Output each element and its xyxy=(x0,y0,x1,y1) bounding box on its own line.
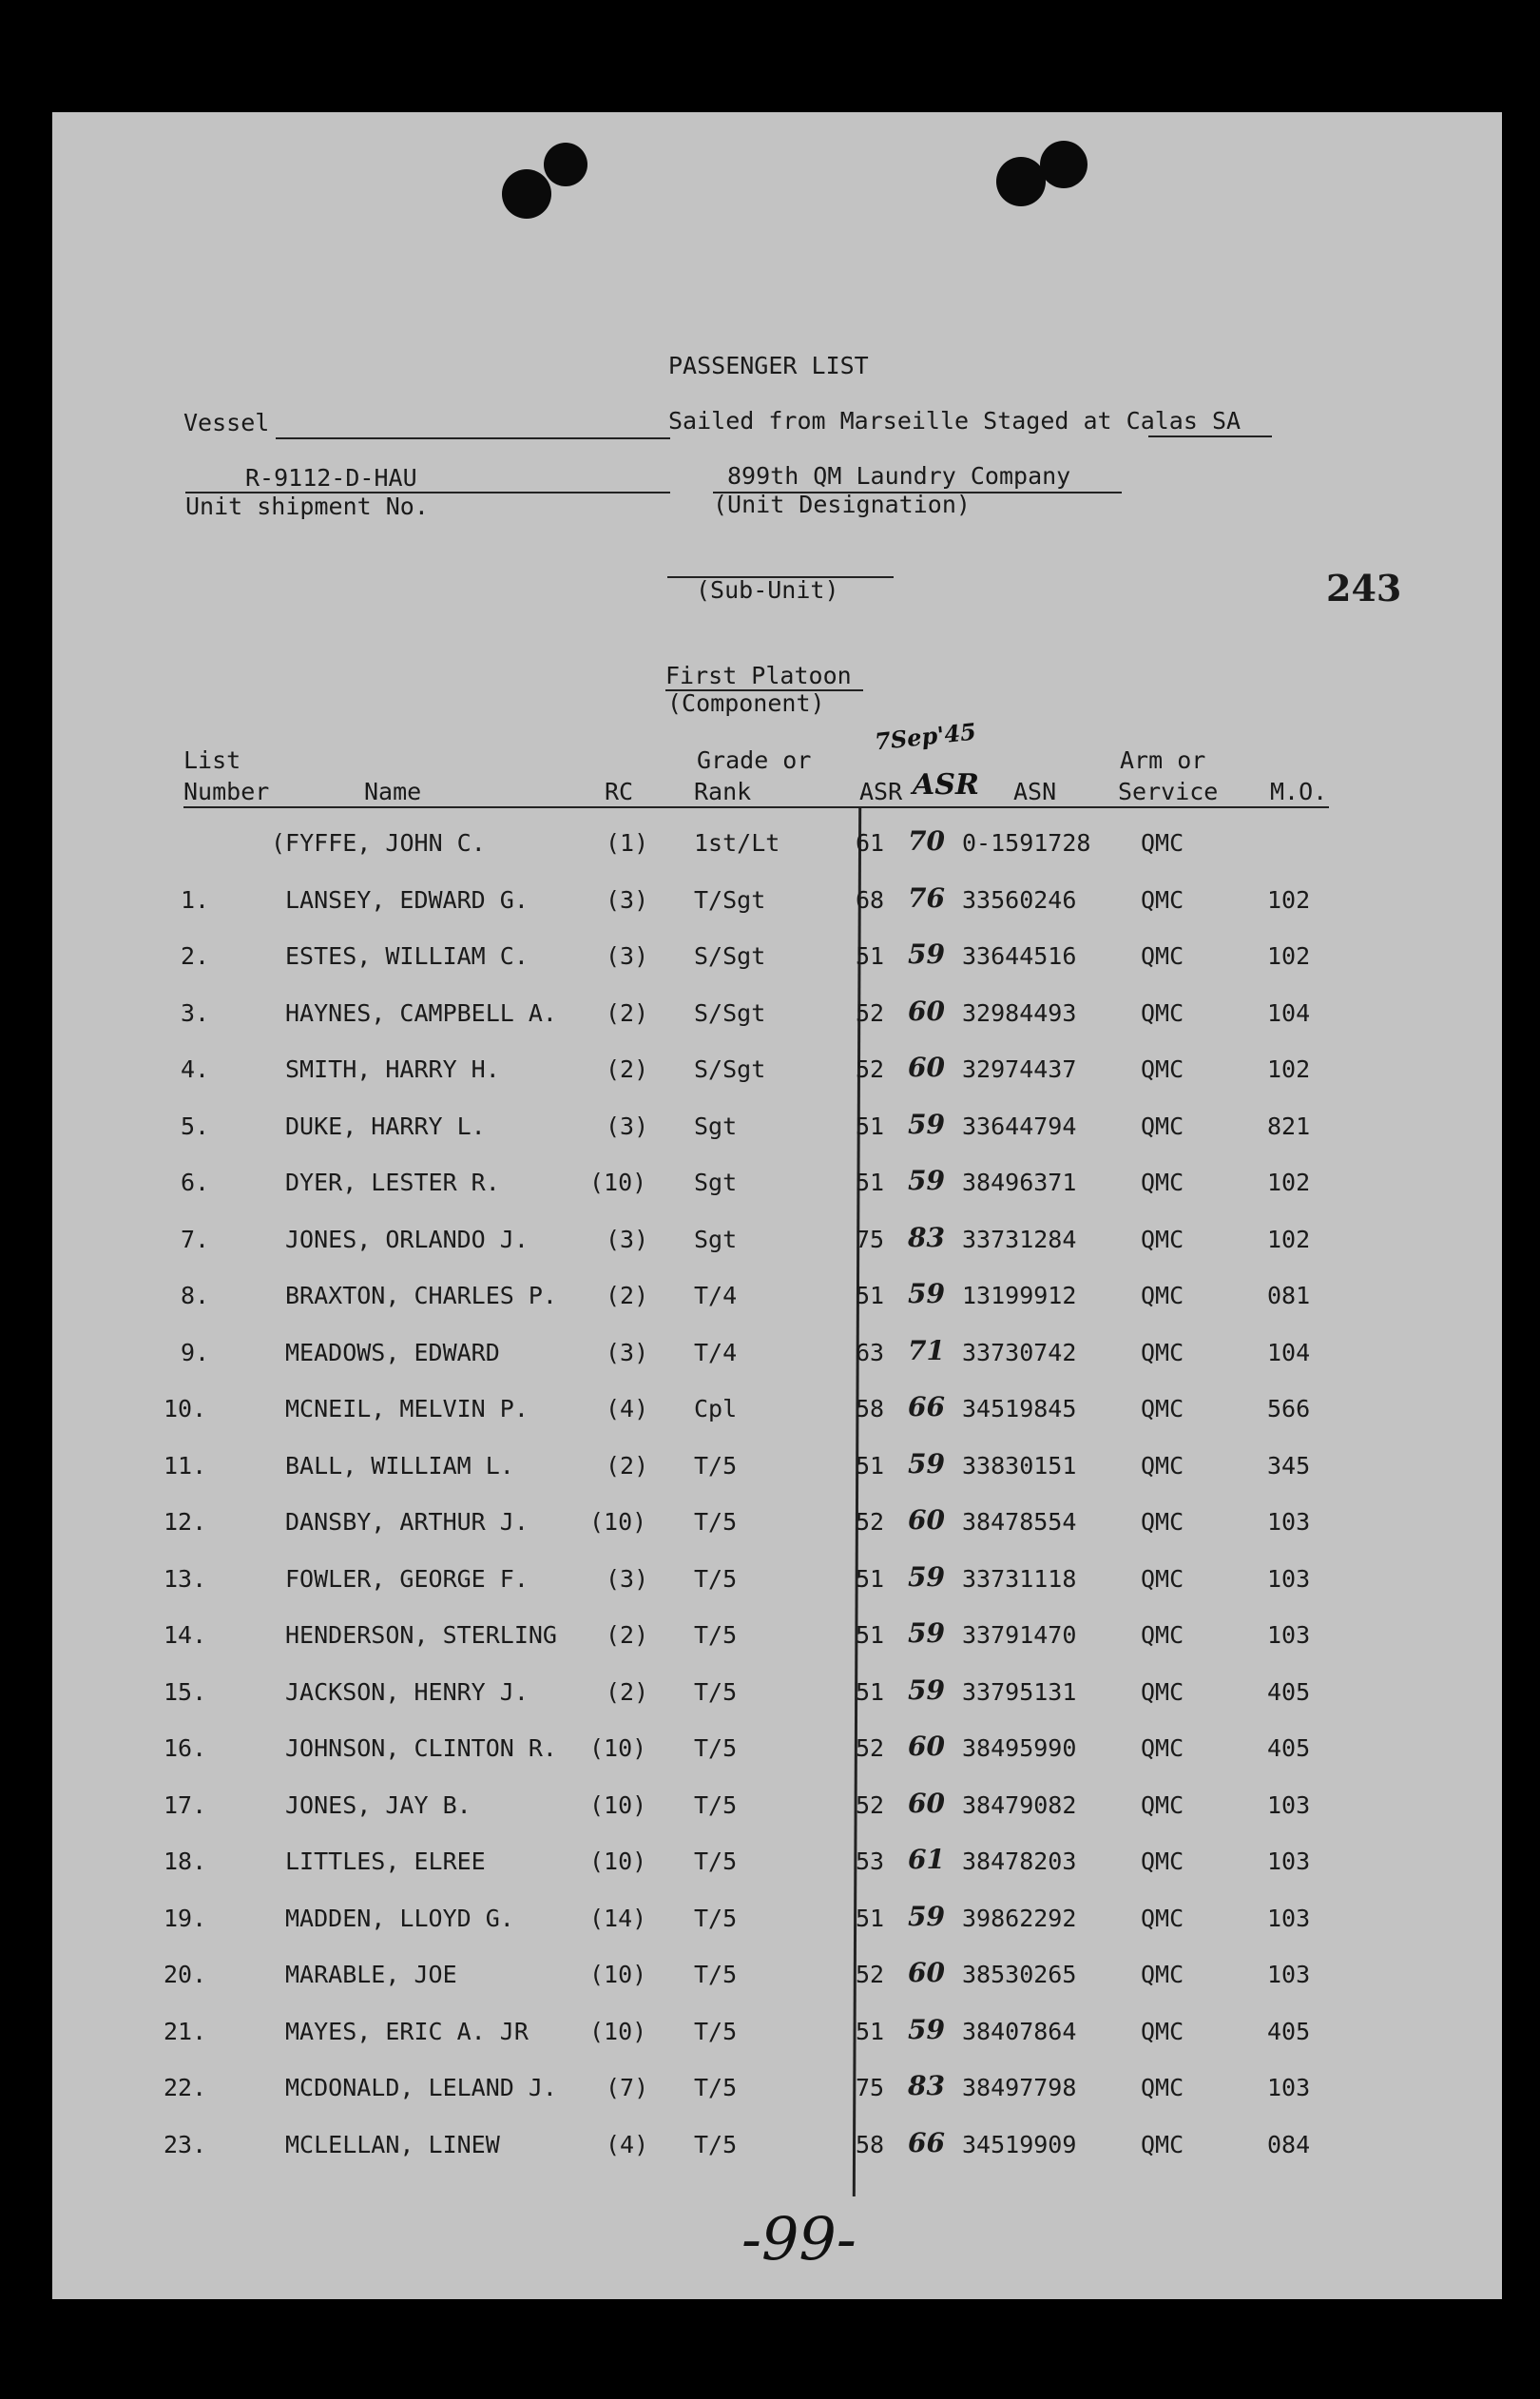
rc-code: (4) xyxy=(606,1395,649,1422)
passenger-name: HAYNES, CAMPBELL A. xyxy=(285,998,557,1027)
arm-service: QMC xyxy=(1141,2130,1184,2158)
asr-typed: 51 xyxy=(856,1904,885,1932)
asr-typed: 51 xyxy=(856,1282,885,1309)
table-row xyxy=(0,1334,1540,1377)
passenger-name: MADDEN, LLOYD G. xyxy=(285,1904,514,1932)
table-row xyxy=(0,1278,1540,1320)
list-number: 14. xyxy=(164,1621,207,1649)
rc-code: (1) xyxy=(606,829,649,857)
table-row xyxy=(0,1221,1540,1264)
asn: 38407864 xyxy=(962,2017,1077,2045)
asr-typed: 58 xyxy=(856,2130,885,2158)
mo-code: 084 xyxy=(1267,2130,1311,2158)
rc-code: (10) xyxy=(589,1734,647,1762)
grade-rank: S/Sgt xyxy=(694,942,766,970)
asn: 38478554 xyxy=(962,1508,1077,1536)
table-row xyxy=(0,1560,1540,1603)
table-row xyxy=(0,1165,1540,1207)
arm-service: QMC xyxy=(1141,829,1184,857)
arm-service: QMC xyxy=(1141,2074,1184,2101)
mo-code: 102 xyxy=(1267,1225,1311,1253)
passenger-name: DANSBY, ARTHUR J. xyxy=(285,1508,529,1536)
arm-service: QMC xyxy=(1141,1055,1184,1083)
grade-rank: Sgt xyxy=(694,1169,738,1196)
arm-service: QMC xyxy=(1141,942,1184,970)
passenger-name: BRAXTON, CHARLES P. xyxy=(285,1282,557,1309)
rc-code: (7) xyxy=(606,2074,649,2101)
asn: 33791470 xyxy=(962,1621,1077,1649)
table-row xyxy=(0,1617,1540,1659)
grade-rank: T/Sgt xyxy=(694,885,766,914)
grade-rank: T/5 xyxy=(694,1961,738,1988)
punch-hole-left xyxy=(544,143,587,186)
grade-rank: T/5 xyxy=(694,1848,738,1875)
handwritten-page-number: -99- xyxy=(741,2204,857,2273)
grade-rank: T/5 xyxy=(694,1508,738,1536)
list-number: 8. xyxy=(181,1282,210,1309)
asr-typed: 52 xyxy=(856,1734,885,1762)
col-arm: Arm or xyxy=(1120,746,1206,774)
table-row xyxy=(0,1504,1540,1546)
grade-rank: T/5 xyxy=(694,1677,738,1706)
passenger-name: MARABLE, JOE xyxy=(285,1961,457,1988)
list-number: 19. xyxy=(164,1904,207,1932)
asn: 33731118 xyxy=(962,1564,1077,1593)
grade-rank: Sgt xyxy=(694,1225,738,1253)
rc-code: (10) xyxy=(589,1790,647,1819)
asr-handwritten: 60 xyxy=(908,1957,945,1988)
mo-code: 104 xyxy=(1267,998,1311,1027)
passenger-name: JONES, ORLANDO J. xyxy=(285,1225,529,1253)
table-row xyxy=(0,1108,1540,1151)
rc-code: (3) xyxy=(606,942,649,970)
asn: 33830151 xyxy=(962,1451,1077,1480)
asr-typed: 51 xyxy=(856,2017,885,2045)
mo-code: 566 xyxy=(1267,1395,1311,1422)
asr-handwritten: 83 xyxy=(908,2070,945,2101)
col-rank: Rank xyxy=(694,778,752,805)
sailed-underline xyxy=(1148,435,1272,437)
arm-service: QMC xyxy=(1141,1338,1184,1366)
asr-typed: 51 xyxy=(856,1677,885,1706)
col-asr-handwritten: ASR xyxy=(913,768,979,802)
table-row xyxy=(0,1844,1540,1886)
asn: 33795131 xyxy=(962,1677,1077,1706)
unit-designation: 899th QM Laundry Company xyxy=(727,462,1071,490)
arm-service: QMC xyxy=(1141,2017,1184,2045)
arm-service: QMC xyxy=(1141,1395,1184,1422)
asr-typed: 63 xyxy=(856,1338,885,1366)
list-number: 21. xyxy=(164,2017,207,2045)
passenger-name: HENDERSON, STERLING xyxy=(285,1621,557,1649)
punch-hole-right xyxy=(996,157,1046,206)
asr-typed: 51 xyxy=(856,1451,885,1480)
mo-code: 104 xyxy=(1267,1338,1311,1366)
vessel-label: Vessel xyxy=(183,409,270,436)
grade-rank: T/5 xyxy=(694,1734,738,1762)
list-number: 20. xyxy=(164,1961,207,1988)
arm-service: QMC xyxy=(1141,1734,1184,1762)
asr-typed: 61 xyxy=(856,829,885,857)
asr-handwritten: 59 xyxy=(908,1165,945,1196)
asr-typed: 51 xyxy=(856,1564,885,1593)
list-number: 3. xyxy=(181,998,210,1027)
punch-hole-left xyxy=(502,169,551,219)
asr-handwritten: 61 xyxy=(908,1844,945,1875)
asr-handwritten: 59 xyxy=(908,1108,945,1140)
header-rule xyxy=(183,806,1329,808)
list-number: 23. xyxy=(164,2130,207,2158)
passenger-name: MCNEIL, MELVIN P. xyxy=(285,1395,529,1422)
mo-code: 103 xyxy=(1267,1564,1311,1593)
list-number: 22. xyxy=(164,2074,207,2101)
asr-typed: 51 xyxy=(856,1169,885,1196)
asr-typed: 52 xyxy=(856,1961,885,1988)
asr-typed: 51 xyxy=(856,942,885,970)
mo-code: 103 xyxy=(1267,2074,1311,2101)
grade-rank: T/5 xyxy=(694,2130,738,2158)
asr-handwritten: 59 xyxy=(908,2013,945,2045)
asr-handwritten: 66 xyxy=(908,1391,945,1422)
rc-code: (3) xyxy=(606,1112,649,1140)
passenger-name: MCLELLAN, LINEW xyxy=(285,2130,500,2158)
arm-service: QMC xyxy=(1141,998,1184,1027)
grade-rank: T/5 xyxy=(694,2074,738,2101)
mo-code: 081 xyxy=(1267,1282,1311,1309)
table-row xyxy=(0,825,1540,867)
table-row xyxy=(0,2070,1540,2112)
arm-service: QMC xyxy=(1141,1225,1184,1253)
list-number: 16. xyxy=(164,1734,207,1762)
component-name: First Platoon xyxy=(665,662,852,689)
asn: 33644516 xyxy=(962,942,1077,970)
asn: 38478203 xyxy=(962,1848,1077,1875)
col-rc: RC xyxy=(605,778,634,805)
grade-rank: S/Sgt xyxy=(694,1055,766,1083)
arm-service: QMC xyxy=(1141,1961,1184,1988)
asr-typed: 51 xyxy=(856,1621,885,1649)
list-number: 2. xyxy=(181,942,210,970)
grade-rank: 1st/Lt xyxy=(694,829,780,857)
passenger-name: DYER, LESTER R. xyxy=(285,1169,500,1196)
grade-rank: T/5 xyxy=(694,1790,738,1819)
col-asn: ASN xyxy=(1013,778,1057,805)
arm-service: QMC xyxy=(1141,1848,1184,1875)
asr-handwritten: 83 xyxy=(908,1221,945,1253)
rc-code: (3) xyxy=(606,1564,649,1593)
mo-code: 103 xyxy=(1267,1904,1311,1932)
passenger-name: MEADOWS, EDWARD xyxy=(285,1338,500,1366)
list-number: 15. xyxy=(164,1677,207,1706)
passenger-name: FOWLER, GEORGE F. xyxy=(285,1564,529,1593)
passenger-name: ESTES, WILLIAM C. xyxy=(285,942,529,970)
mo-code: 821 xyxy=(1267,1112,1311,1140)
mo-code: 103 xyxy=(1267,1790,1311,1819)
col-asr: ASR xyxy=(859,778,903,805)
arm-service: QMC xyxy=(1141,1112,1184,1140)
rc-code: (3) xyxy=(606,885,649,914)
table-row xyxy=(0,1900,1540,1943)
shipment-label: Unit shipment No. xyxy=(185,493,429,520)
rc-code: (3) xyxy=(606,1338,649,1366)
passenger-name: (FYFFE, JOHN C. xyxy=(271,829,486,857)
mo-code: 103 xyxy=(1267,1508,1311,1536)
grade-rank: T/5 xyxy=(694,2017,738,2045)
rc-code: (10) xyxy=(589,1169,647,1196)
list-number: 13. xyxy=(164,1564,207,1593)
passenger-name: JOHNSON, CLINTON R. xyxy=(285,1734,557,1762)
table-row xyxy=(0,1787,1540,1829)
arm-service: QMC xyxy=(1141,1677,1184,1706)
punch-hole-right xyxy=(1040,141,1088,188)
mo-code: 102 xyxy=(1267,942,1311,970)
list-number: 17. xyxy=(164,1790,207,1819)
vessel-underline xyxy=(276,437,670,439)
col-name: Name xyxy=(364,778,422,805)
asr-handwritten: 66 xyxy=(908,2126,945,2158)
handwritten-date: 7Sep'45 xyxy=(873,717,978,756)
passenger-name: JACKSON, HENRY J. xyxy=(285,1677,529,1706)
list-number: 6. xyxy=(181,1169,210,1196)
col-grade: Grade or xyxy=(697,746,812,774)
arm-service: QMC xyxy=(1141,1621,1184,1649)
mo-code: 102 xyxy=(1267,1055,1311,1083)
arm-service: QMC xyxy=(1141,1508,1184,1536)
asr-typed: 52 xyxy=(856,998,885,1027)
asn: 33644794 xyxy=(962,1112,1077,1140)
asn: 38497798 xyxy=(962,2074,1077,2101)
table-row xyxy=(0,881,1540,924)
arm-service: QMC xyxy=(1141,1282,1184,1309)
asr-typed: 58 xyxy=(856,1395,885,1422)
rc-code: (2) xyxy=(606,1055,649,1083)
table-row xyxy=(0,1673,1540,1716)
grade-rank: Sgt xyxy=(694,1112,738,1140)
asr-handwritten: 60 xyxy=(908,995,945,1027)
asr-handwritten: 59 xyxy=(908,1278,945,1309)
rc-code: (2) xyxy=(606,1451,649,1480)
asn: 32974437 xyxy=(962,1055,1077,1083)
table-row xyxy=(0,1957,1540,1999)
list-number: 12. xyxy=(164,1508,207,1536)
grade-rank: T/5 xyxy=(694,1621,738,1649)
asr-handwritten: 60 xyxy=(908,1787,945,1819)
shipment-number: R-9112-D-HAU xyxy=(245,464,417,492)
list-number: 4. xyxy=(181,1055,210,1083)
page-number: 243 xyxy=(1326,567,1402,609)
table-row xyxy=(0,1731,1540,1772)
table-row xyxy=(0,1447,1540,1490)
grade-rank: T/4 xyxy=(694,1338,738,1366)
mo-code: 102 xyxy=(1267,885,1311,914)
asr-handwritten: 59 xyxy=(908,1673,945,1706)
asr-handwritten: 60 xyxy=(908,1731,945,1762)
asr-typed: 53 xyxy=(856,1848,885,1875)
grade-rank: T/5 xyxy=(694,1904,738,1932)
asn: 0-1591728 xyxy=(962,829,1091,857)
asr-typed: 75 xyxy=(856,1225,885,1253)
col-mo: M.O. xyxy=(1270,778,1328,805)
arm-service: QMC xyxy=(1141,1790,1184,1819)
rc-code: (4) xyxy=(606,2130,649,2158)
mo-code: 103 xyxy=(1267,1621,1311,1649)
passenger-name: LITTLES, ELREE xyxy=(285,1848,486,1875)
asn: 33560246 xyxy=(962,885,1077,914)
asr-handwritten: 59 xyxy=(908,1447,945,1480)
mo-code: 103 xyxy=(1267,1848,1311,1875)
document-title: PASSENGER LIST xyxy=(668,352,869,379)
asr-handwritten: 76 xyxy=(908,881,945,914)
rc-code: (10) xyxy=(589,2017,647,2045)
rc-code: (10) xyxy=(589,1848,647,1875)
list-number: 1. xyxy=(181,885,210,914)
col-number: Number xyxy=(183,778,270,805)
list-number: 7. xyxy=(181,1225,210,1253)
table-row xyxy=(0,1052,1540,1093)
mo-code: 405 xyxy=(1267,1677,1311,1706)
list-number: 9. xyxy=(181,1338,210,1366)
mo-code: 345 xyxy=(1267,1451,1311,1480)
mo-code: 102 xyxy=(1267,1169,1311,1196)
passenger-name: MAYES, ERIC A. JR xyxy=(285,2017,529,2045)
list-number: 5. xyxy=(181,1112,210,1140)
asn: 33730742 xyxy=(962,1338,1077,1366)
asr-typed: 51 xyxy=(856,1112,885,1140)
rc-code: (10) xyxy=(589,1508,647,1536)
grade-rank: T/5 xyxy=(694,1451,738,1480)
rc-code: (3) xyxy=(606,1225,649,1253)
table-row xyxy=(0,2013,1540,2056)
sailed-from: Sailed from Marseille Staged at Calas SA xyxy=(668,407,1242,435)
asn: 32984493 xyxy=(962,998,1077,1027)
arm-service: QMC xyxy=(1141,1904,1184,1932)
rc-code: (2) xyxy=(606,1677,649,1706)
mo-code: 405 xyxy=(1267,1734,1311,1762)
rc-code: (2) xyxy=(606,1621,649,1649)
asr-handwritten: 60 xyxy=(908,1504,945,1536)
asn: 13199912 xyxy=(962,1282,1077,1309)
asn: 38495990 xyxy=(962,1734,1077,1762)
asr-typed: 52 xyxy=(856,1055,885,1083)
asn: 34519845 xyxy=(962,1395,1077,1422)
passenger-name: MCDONALD, LELAND J. xyxy=(285,2074,557,2101)
list-number: 18. xyxy=(164,1848,207,1875)
mo-code: 405 xyxy=(1267,2017,1311,2045)
arm-service: QMC xyxy=(1141,1564,1184,1593)
asr-handwritten: 70 xyxy=(908,825,945,857)
grade-rank: S/Sgt xyxy=(694,998,766,1027)
table-row xyxy=(0,995,1540,1037)
asn: 33731284 xyxy=(962,1225,1077,1253)
passenger-name: LANSEY, EDWARD G. xyxy=(285,885,529,914)
asn: 39862292 xyxy=(962,1904,1077,1932)
rc-code: (10) xyxy=(589,1961,647,1988)
subunit-label: (Sub-Unit) xyxy=(696,576,839,604)
asr-handwritten: 59 xyxy=(908,1900,945,1932)
table-row xyxy=(0,1391,1540,1433)
passenger-name: BALL, WILLIAM L. xyxy=(285,1451,514,1480)
col-service: Service xyxy=(1118,778,1219,805)
unit-designation-label: (Unit Designation) xyxy=(713,491,971,518)
asr-typed: 68 xyxy=(856,885,885,914)
asn: 38479082 xyxy=(962,1790,1077,1819)
passenger-name: DUKE, HARRY L. xyxy=(285,1112,486,1140)
rc-code: (14) xyxy=(589,1904,647,1932)
list-number: 10. xyxy=(164,1395,207,1422)
grade-rank: T/5 xyxy=(694,1564,738,1593)
asr-handwritten: 59 xyxy=(908,1560,945,1593)
asr-handwritten: 59 xyxy=(908,938,945,970)
col-list: List xyxy=(183,746,241,774)
list-number: 11. xyxy=(164,1451,207,1480)
rc-code: (2) xyxy=(606,998,649,1027)
table-row xyxy=(0,938,1540,980)
asr-typed: 52 xyxy=(856,1790,885,1819)
rc-code: (2) xyxy=(606,1282,649,1309)
asn: 38530265 xyxy=(962,1961,1077,1988)
asr-handwritten: 59 xyxy=(908,1617,945,1649)
asn: 38496371 xyxy=(962,1169,1077,1196)
asr-handwritten: 60 xyxy=(908,1052,945,1083)
arm-service: QMC xyxy=(1141,1169,1184,1196)
arm-service: QMC xyxy=(1141,885,1184,914)
asr-typed: 52 xyxy=(856,1508,885,1536)
grade-rank: Cpl xyxy=(694,1395,738,1422)
passenger-name: SMITH, HARRY H. xyxy=(285,1055,500,1083)
mo-code: 103 xyxy=(1267,1961,1311,1988)
passenger-name: JONES, JAY B. xyxy=(285,1790,472,1819)
component-label: (Component) xyxy=(667,689,825,717)
arm-service: QMC xyxy=(1141,1451,1184,1480)
asn: 34519909 xyxy=(962,2130,1077,2158)
table-row xyxy=(0,2126,1540,2169)
asr-typed: 75 xyxy=(856,2074,885,2101)
grade-rank: T/4 xyxy=(694,1282,738,1309)
asr-handwritten: 71 xyxy=(908,1334,945,1366)
